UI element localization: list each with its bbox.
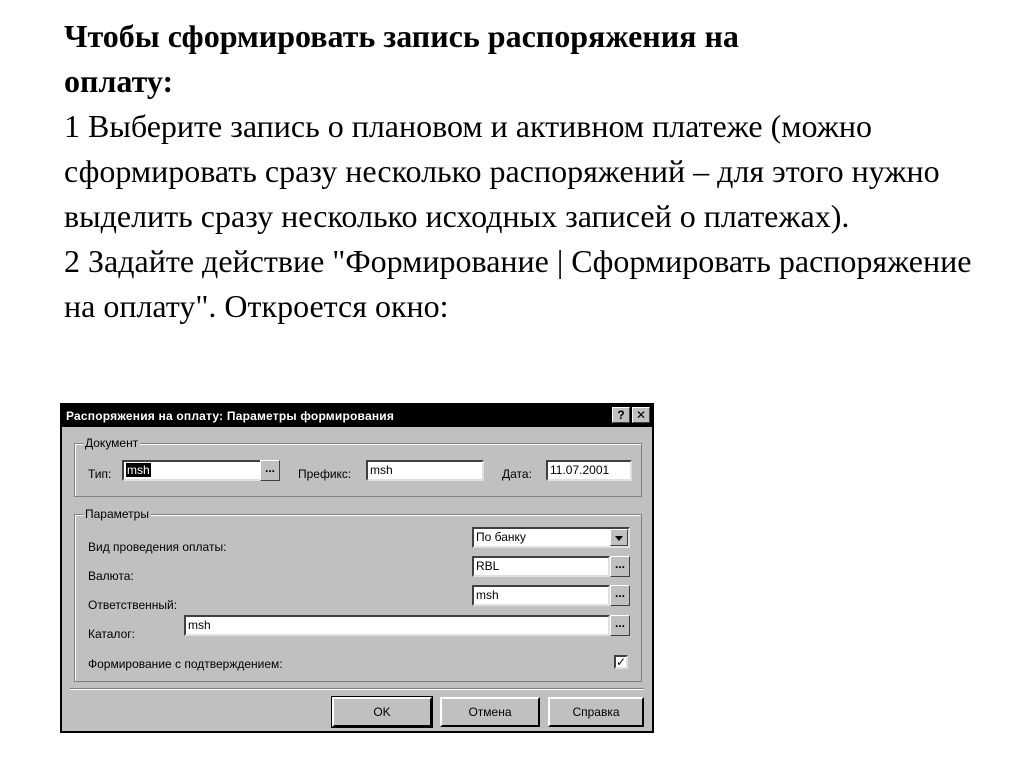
catalog-field[interactable]: msh [184, 615, 610, 636]
currency-ellipsis-button[interactable]: ... [610, 556, 630, 577]
slide-text [64, 14, 984, 329]
responsible-label: Ответственный: [88, 598, 178, 612]
date-label: Дата: [502, 467, 532, 481]
cancel-button[interactable]: Отмена [440, 697, 540, 727]
confirm-checkbox[interactable]: ✓ [616, 655, 627, 669]
responsible-field[interactable]: msh [472, 585, 610, 606]
currency-label: Валюта: [88, 569, 134, 583]
catalog-label: Каталог: [88, 627, 135, 641]
step-1-text: 1 Выберите запись о плановом и активном платеже (можно сформировать сразу несколько распоряжений – для этого нужно выделить сразу несколько исходных записей о платежах). [64, 108, 940, 234]
document-group-label: Документ [85, 436, 139, 450]
type-field[interactable] [122, 460, 262, 481]
payment-order-dialog [60, 403, 654, 733]
payment-method-label: Вид проведения оплаты: [88, 540, 227, 554]
currency-field[interactable]: RBL [472, 556, 610, 577]
responsible-ellipsis-button[interactable]: ... [610, 585, 630, 606]
prefix-label: Префикс: [298, 467, 352, 481]
chevron-down-icon[interactable] [610, 529, 628, 546]
slide-heading [64, 14, 984, 104]
date-field[interactable]: 11.07.2001 [546, 460, 632, 481]
payment-method-select[interactable] [472, 527, 630, 548]
divider [70, 688, 644, 690]
ok-button[interactable]: OK [332, 697, 432, 727]
payment-method-value: По банку [476, 530, 526, 544]
heading-line-1: Чтобы сформировать запись распоряжения на [64, 18, 739, 54]
dialog-titlebar[interactable] [62, 405, 652, 427]
dialog-title: Распоряжения на оплату: Параметры формирования [66, 409, 395, 423]
prefix-field[interactable]: msh [366, 460, 484, 481]
type-ellipsis-button[interactable]: ... [260, 460, 280, 481]
type-label: Тип: [88, 467, 112, 481]
params-group-label: Параметры [85, 507, 149, 521]
close-icon[interactable]: ✕ [632, 407, 650, 423]
help-icon[interactable]: ? [612, 407, 630, 423]
catalog-ellipsis-button[interactable]: ... [610, 615, 630, 636]
help-button[interactable]: Справка [548, 697, 644, 727]
heading-line-2: оплату: [64, 63, 174, 99]
step-2-text: 2 Задайте действие "Формирование | Сформировать распоряжение на оплату". Откроется окно: [64, 243, 972, 324]
type-field-value: msh [127, 463, 150, 477]
confirm-label: Формирование с подтверждением: [88, 657, 283, 671]
